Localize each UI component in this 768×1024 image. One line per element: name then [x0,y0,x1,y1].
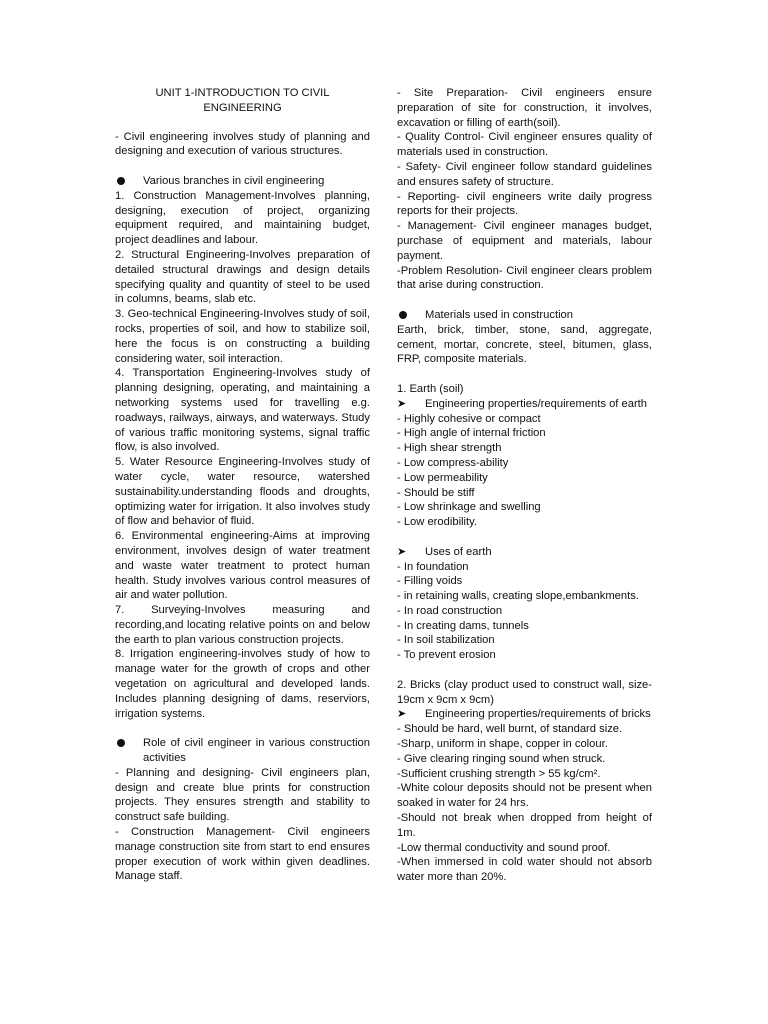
role-item: -Problem Resolution- Civil engineer clears problem that arise during construction. [397,264,652,292]
branches-heading: Various branches in civil engineering [143,174,325,187]
bricks-props-heading-item [397,707,652,722]
list-item: - In creating dams, tunnels [397,619,529,632]
list-item: - Should be hard, well burnt, of standard size. [397,723,623,736]
list-item: -Should not break when dropped from height of 1m. [397,812,652,839]
left-column [115,86,370,884]
list-item: - High angle of internal friction [397,427,546,440]
list-item: - Should be stiff [397,486,475,499]
materials-heading: Materials used in construction [425,308,573,321]
arrowhead-bullet-icon: ➤ [397,545,407,558]
intro-paragraph: - Civil engineering involves study of planning and designing and execution of various structures. [115,130,370,158]
branch-item: 2. Structural Engineering-Involves preparation of detailed structural drawings and design details specifying quality and quantity of steel to be used in columns, beams, slab etc. [115,248,370,306]
earth-heading: 1. Earth (soil) [397,382,464,395]
arrowhead-bullet-icon: ➤ [397,708,407,721]
list-item: - In road construction [397,604,503,617]
list-item: - Give clearing ringing sound when struck. [397,752,606,765]
list-item: - Low compress-ability [397,456,509,469]
list-item: - in retaining walls, creating slope,embankments. [397,590,639,603]
earth-props-heading: Engineering properties/requirements of earth [425,397,648,410]
branch-item: 4. Transportation Engineering-Involves study of planning designing, operating, and maintaining a networking systems used for travelling e.g. roadways, railways, airways, and waterways. Study of various traffic monitoring systems, signal traffic flow, is also involved. [115,367,370,454]
bricks-props-heading: Engineering properties/requirements of bricks [425,708,651,721]
branch-item: 8. Irrigation engineering-involves study of how to manage water for the growth of crops and other vegetation on agricultural and developed lands. Includes planning designing of dams, reserviors, irrigation systems. [115,648,370,720]
list-item: - To prevent erosion [397,649,496,662]
arrowhead-bullet-icon: ➤ [397,397,407,410]
role-item: - Site Preparation- Civil engineers ensure preparation of site for construction, it involves, excavation or filling of earth(soil). [397,87,652,129]
filled-circle-bullet-icon [117,177,125,185]
role-item: - Safety- Civil engineer follow standard guidelines and ensures safety of structure. [397,160,652,188]
role-item: - Quality Control- Civil engineer ensures quality of materials used in construction. [397,131,652,159]
branch-item: 6. Environmental engineering-Aims at improving environment, involves design of water treatment and waste water treatment to protect human health. Study involves various control measures of air and water pollution. [115,530,370,602]
materials-list: Earth, brick, timber, stone, sand, aggregate, cement, mortar, concrete, steel, bitumen, glass, FRP, composite materials. [397,323,652,366]
branch-item: 3. Geo-technical Engineering-Involves study of soil, rocks, properties of soil, and how to stabilize soil, here the focus is on constructing a building considering water, soil interaction. [115,308,370,365]
role-item: - Management- Civil engineer manages budget, purchase of equipment and materials, labour payment. [397,220,652,262]
list-item: -When immersed in cold water should not absorb water more than 20%. [397,856,652,884]
materials-heading-item [397,308,652,323]
list-item: - In soil stabilization [397,634,495,647]
branches-heading-item [115,174,370,189]
list-item: -Sharp, uniform in shape, copper in colour. [397,738,608,751]
bricks-heading: 2. Bricks (clay product used to construct wall, size-19cm x 9cm x 9cm) [397,678,652,706]
list-item: - In foundation [397,560,469,573]
role-item: - Construction Management- Civil engineers manage construction site from start to end ensures proper execution of work within given deadlines. Manage staff. [115,826,370,883]
list-item: - Low erodibility. [397,516,477,529]
list-item: -White colour deposits should not be present when soaked in water for 24 hrs. [397,782,652,810]
role-heading: Role of civil engineer in various construction activities [143,737,370,765]
list-item: -Low thermal conductivity and sound proof. [397,841,611,854]
role-item: - Planning and designing- Civil engineers plan, design and create blue prints for construction projects. They ensures strength and stability to construct safe building. [115,766,370,824]
list-item: - Low shrinkage and swelling [397,501,541,514]
page-title: UNIT 1-INTRODUCTION TO CIVIL ENGINEERING [155,87,330,114]
role-heading-item [115,736,370,766]
branch-item: 1. Construction Management-Involves planning, designing, execution of project, organizing equipment required, and maintaining budget, project deadlines and labour. [115,189,370,247]
earth-uses-heading: Uses of earth [425,545,492,558]
filled-circle-bullet-icon [399,311,407,319]
branch-item: 5. Water Resource Engineering-Involves study of water cycle, water resource, watershed sustainability.understanding floods and droughts, optimizing water for irrigation. It also involves study of flow and behavior of fluid. [115,456,370,528]
filled-circle-bullet-icon [117,739,125,747]
list-item: - Low permeability [397,471,488,484]
role-item: - Reporting- civil engineers write daily progress reports for their projects. [397,190,652,218]
branch-item: 7. Surveying-Involves measuring and recording,and locating relative points on and below the earth to plan various construction projects. [115,604,370,646]
list-item: - High shear strength [397,442,502,455]
list-item: -Sufficient crushing strength > 55 kg/cm². [397,767,601,780]
list-item: - Filling voids [397,575,463,588]
right-column [397,86,652,885]
earth-props-heading-item [397,397,652,412]
list-item: - Highly cohesive or compact [397,412,541,425]
earth-uses-heading-item [397,545,652,560]
